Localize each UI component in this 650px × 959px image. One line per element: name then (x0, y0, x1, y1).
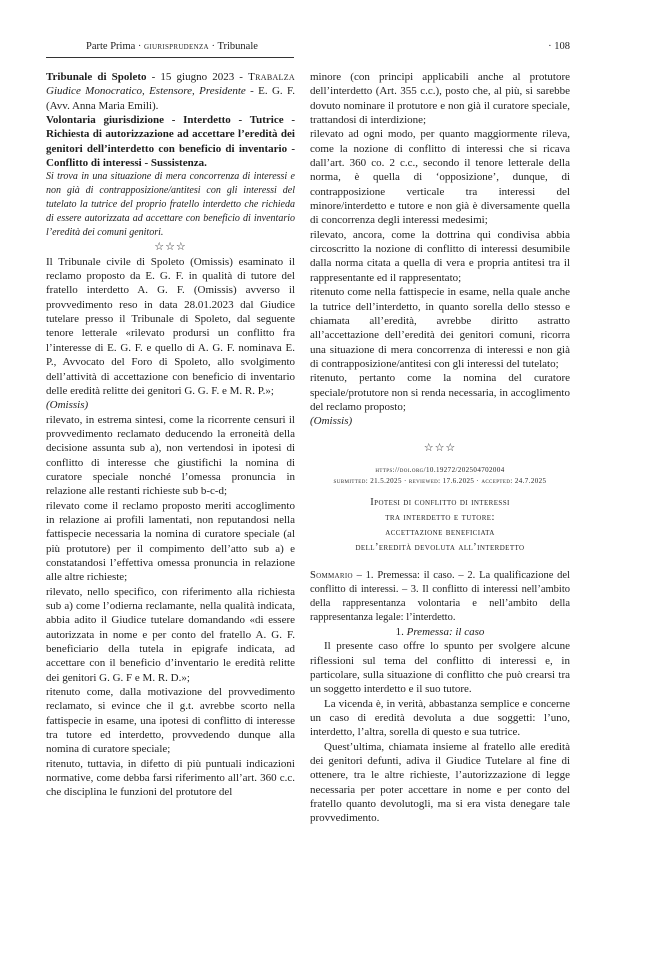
omissis: (Omissis) (46, 399, 89, 412)
omissis: (Omissis) (310, 415, 353, 428)
body-paragraph: rilevato, in estrema sintesi, come la ricorrente censuri il provvedimento reclamato deducendo la erroneità della decisione assunta sub a), non vertendosi in ipotesi di conflitto di interesse che giustifichi la nomina di curatore speciale nonché l’omessa pronuncia in relazione alle restanti richieste sub b-c-d; (46, 413, 295, 498)
body-paragraph: minore (con principi applicabili anche al protutore dell’interdetto (Art. 355 c.c.), posto che, al più, si sarebbe dovuto nominare il protutore e non già il curatore speciale, trattandosi di interdizione; (310, 71, 570, 127)
body-paragraph: La vicenda è, in verità, abbastanza semplice e concerne un caso di eredità devoluta a due soggetti: l’uno, interdetto, l’altra, sorella di questo e sua tutrice. (310, 697, 570, 739)
page-number: · 108 (548, 41, 570, 52)
body-paragraph: ritenuto, tuttavia, in difetto di più puntuali indicazioni normative, come debba farsi riferimento all’art. 360 c.c. che disciplina le funzioni del protutore del (46, 757, 295, 799)
judge-name: Trabalza (248, 71, 295, 83)
running-header (46, 41, 570, 55)
court-name: Tribunale di Spoleto (46, 71, 147, 83)
body-paragraph: ritenuto, pertanto come la nomina del curatore speciale/protutore non si renda necessaria, in accoglimento del reclamo proposto; (310, 372, 570, 413)
court-date: - 15 giugno 2023 - (146, 71, 249, 83)
court-citation (46, 70, 295, 113)
body-paragraph: Il Tribunale civile di Spoleto (Omissis) esaminato il reclamo proposto da E. G. F. in qualità di tutore del fratello interdetto A. G. F. (Omissis) avverso il provvedimento reso in data 28.01.2023 dal Giudice tutelare presso il Tribunale di Spoleto, dal seguente tenore letterale «rilevato prodursi un conflitto fra l’interesse di E. G. F. e quello di A. G. F. nominava E. P., Avvocato del Foro di Spoleto, allo svolgimento dell’attività di accettazione con beneficio di inventario delle eredità relitte dei genitori G. G. F. e M. R. P.»; (46, 255, 295, 397)
judge-role: Giudice Monocratico, Estensore, Presidente (46, 85, 246, 98)
header-area: Tribunale (217, 41, 258, 52)
header-part: Parte Prima (86, 41, 136, 52)
body-paragraph: Il presente caso offre lo spunto per svolgere alcune riflessioni sul tema del conflitto di interessi e, in particolare, sulla situazione di conflitto che può crearsi tra un soggetto interdetto e il suo tutore. (310, 640, 570, 696)
right-column (310, 70, 570, 826)
header-section: giurisprudenza (144, 41, 209, 52)
summary-label: Sommario (310, 569, 353, 581)
body-paragraph: rilevato, ancora, come la dottrina qui condivisa abbia circoscritto la nozione di conflitto di interessi desumibile dalla norma citata a quella di vera e propria antitesi tra il rappresentante ed il rappresentato; (310, 228, 570, 284)
keywords-heading: Volontaria giurisdizione - Interdetto - Tutrice - Richiesta di autorizzazione ad accettare l’eredità dei genitori dell’interdetto con beneficio di inventario - Conflitto di interessi - Sussistenza. (46, 114, 295, 170)
summary (310, 569, 570, 625)
section-heading: 1. Premessa: il caso (395, 625, 485, 638)
separator-stars: ☆☆☆ (423, 441, 457, 454)
header-rule (46, 57, 294, 58)
summary-text: – 1. Premessa: il caso. – 2. La qualificazione del conflitto di interessi. – 3. Il conflitto di interessi nell’ambito della rappresentanza volontaria e nell’ambito della rappresentanza legale: l’interdetto. (310, 569, 570, 623)
separator-stars: ☆☆☆ (154, 241, 187, 254)
body-paragraph: ritenuto come nella fattispecie in esame, nella quale anche la tutrice dell’interdetto, in quanto sorella dello stesso e chiamata all’eredità, avrebbe diritto astratto all’accettazione dell’eredità dei genitori comuni, ricorra una situazione di mera concorrenza di interessi e non già di contrapposizione/antitesi con gli interessi del tutelato; (310, 286, 570, 370)
parties: - E. G. F. (Avv. Anna Maria Emili). (46, 85, 295, 112)
left-column (46, 70, 295, 800)
body-paragraph: Quest’ultima, chiamata insieme al fratello alle eredità dei genitori defunti, adiva il Giudice Tutelare al fine di ottenere, tra le altre richieste, l’autorizzazione di legge necessaria per poter accettare in nome e per conto del fratello quanto devolutogli, ma si era vista denegare tale provvedimento. (310, 740, 570, 825)
submission-dates: submitted: 21.5.2025 · reviewed: 17.6.2025 · accepted: 24.7.2025 (333, 476, 547, 485)
massima: Si trova in una situazione di mera concorrenza di interessi e non già di contrapposizione/antitesi con gli interessi del tutelato la tutrice del proprio fratello interdetto che richieda di essere autorizzata ad accettare con beneficio di inventario l’eredità dei comuni genitori. (46, 171, 295, 239)
doi-link[interactable]: https://doi.org/10.19272/202504702004 (375, 465, 505, 474)
body-paragraph: rilevato come il reclamo proposto meriti accoglimento in relazione ai profili lamentati, non reputandosi nella fattispecie necessaria la nomina di curatore speciale (al più protutore) per il compimento dell’atto sub a) e constatandosi l’effettiva omessa pronuncia in relazione alle altre richieste; (46, 499, 295, 584)
body-paragraph: ritenuto come, dalla motivazione del provvedimento reclamato, si evince che il g.t. avrebbe scorto nella fattispecie in esame, una ipotesi di conflitto di interesse tra tutore ed interdetto, provvedendo dunque alla nomina di curatore speciale; (46, 686, 295, 756)
body-paragraph: rilevato, nello specifico, con riferimento alla richiesta sub a) come l’odierna reclamante, nella qualità indicata, abbia adito il Giudice tutelare domandando «di essere autorizzata in nome e per conto del fratello A. G. F. beneficiario della tutela in epigrafe indicata, ad accettare con il beneficio d’inventario le eredità relitte dei genitori G. G. F e M. R. D.»; (46, 585, 295, 684)
header-left: Parte Prima · giurisprudenza · Tribunale (86, 41, 258, 52)
body-paragraph: rilevato ad ogni modo, per quanto maggiormente rileva, come la nozione di conflitto di interessi che si ricava dall’art. 360 co. 2 c.c., secondo il tenore letterale della norma, è quella di ‘opposizione’, dunque, di contrapposizione verticale tra interessi del minore/interdetto e tutore e non già è diversamente quella di concorrenza degli interessi medesimi; (310, 128, 570, 227)
article-title: Ipotesi di conflitto di interessi tra interdetto e tutore: accettazione beneficiata dell’eredità devoluta all’interdetto (355, 496, 525, 553)
